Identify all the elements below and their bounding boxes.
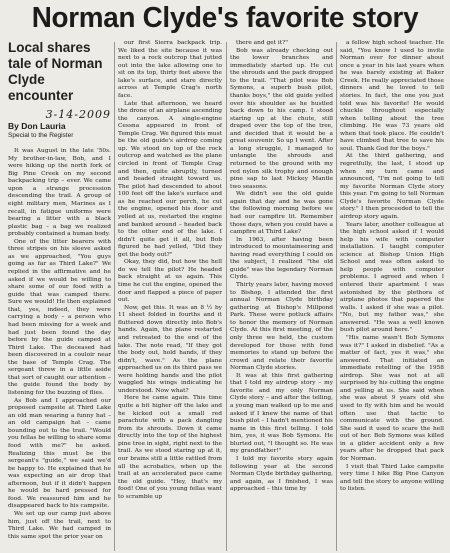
article-paragraph: It was August in the late '50s. My brother-in-law, Bob, and I were hiking up the north fork of Big Pine Creek on my second backpacking trip – ever. We came upon a strange procession descending the trail. A group of eight military men, Marines as I recall, in fatigue uniforms were bearing a litter with a black plastic bag – a bag we realized probably contained a human body. [8,148,111,238]
article-paragraph: Years later, another colleague at the high school asked if I would help his wife with computer installation. I taught computer science at Bishop Union High School and was often asked to help people with computer problems. I agreed and when I entered their apartment I was astonished by the plethora of airplane photos that papered the walls. I asked if she was a pilot. "No, but my father was," she answered. "He was a well known bush pilot around here." [340,221,444,334]
headline: Norman Clyde's favorite story [31,2,419,34]
subheadline: Local shares tale of Norman Clyde encounter [8,40,103,103]
article-paragraph: We didn't see the old guide again that day and he was gone the following morning before we had our campfire lit. Remember those days, when you could have a campfire at Third Lake? [230,191,333,236]
article-paragraph: our first Sierra backpack trip. We liked the site because it was next to a rock outcrop that jutted out into the lake allowing one to sit on its top, thirty feet above the lake's surface, and stare directly across at Temple Crag's north face. [118,40,222,99]
article-paragraph: One of the litter bearers with three stripes on his sleeve asked as we approached, "You guys going as far as Third Lake?" We replied in the affirmative and he asked if we would be willing to share some of our food with a guide that was camped there. Sure we would! He then explained that, yes, indeed, they were carrying a body – a person who had been missing for a week and had just been found the day before by the guide camped at Third Lake. The deceased had been discovered in a couloir near the base of Temple Crag. The sergeant threw in a little aside that sort of caught our attention – the guide found the body by listening for the buzzing of flies. [8,238,111,396]
article-paragraph: As Bob and I approached our proposed campsite at Third Lake an old man wearing a funny hat – an old campaign hat – came bounding out to the trail. "Would you fellas be willing to share some food with me?" he asked. Realizing this must be the sergeant's "guide," we said we'd be happy to. He explained that he was expecting an air drop that afternoon, but if it didn't happen he would be hard pressed for food. We reassured him and he disappeared back to his campsite. [8,397,111,510]
column-body [230,40,333,494]
article-column-3 [230,40,333,553]
article-column-1 [8,40,111,553]
column-rule [336,42,337,551]
article-paragraph: In 1963, after having been introduced to mountaineering and having read everything I could on the subject, I realized "the old guide" was the legendary Norman Clyde. [230,236,333,281]
article-paragraph: I visit that Third Lake campsite very time I hike Big Pine Canyon and tell the story to anyone willing to listen. [340,463,444,493]
article-paragraph: "His name wasn't Bob Symons was it?" I asked in disbelief. "As a matter of fact, yes it was," she answered. That initiated an immediate retelling of the 1958 airdrop. She was not at all surprised by his cutting the engine and yelling at us. She said when she was about 9 years old she used to fly with him and he would often use that tactic to communicate with the ground. She said it used to scare the hell out of her. Bob Symons was killed in a glider accident only a few years after he dropped that pack for Norman. [340,334,444,462]
article-paragraph: Now, get this. It was an 8 ½ by 11 sheet folded in fourths and it fluttered down directly into Bob's hands. Again, the plane restarted and retreated to the end of the lake. The note read, "If they got the body out, hold hands, if they didn't, wave." As the plane approached us on its third pass we were holding hands and the pilot waggled his wings indicating he understood. Now what? [118,304,222,394]
article-paragraph: there and get it?" [236,40,288,46]
article-column-2 [118,40,222,553]
article-paragraph: Thirty years later, having moved to Bishop, I attended the first annual Norman Clyde birthday gathering at Bishop's Millpond Park. These were potluck affairs to honor the memory of Norman Clyde. At this first meeting, of the only three we held, the custom developed for those with fond memories to stand up before the crowd and relate their favorite Norman Clyde stories. [230,282,333,372]
article-column-4 [340,40,444,553]
article-paragraph: Here he came again. This time quite a bit higher off the lake and he kicked out a small red parachute with a pack dangling from its shrouds. Down it came directly into the top of the highest pine tree in sight, right next to the trail. As we stood staring up at it, our brains still a little rattled from all the acrobatics, when up the trail at an accelerated pace came the old guide. "Hey, that's my food! One of you young fellas want to scramble up [118,395,222,500]
column-rule [114,42,115,551]
article-paragraph: It was at this first gathering that I told my airdrop story – my favorite and my only Norman Clyde story – and after the telling, a young man walked up to me and asked if I knew the name of that bush pilot – I hadn't mentioned his name in this first telling. I told him, yes, it was Bob Symons. He blurted out, "I thought so. He was my grandfather!" [230,372,333,455]
article-paragraph: Late that afternoon, we heard the drone of an airplane ascending the canyon. A single-engine Cessna appeared in front of Temple Crag. We figured this must be the old guide's airdrop coming up. We stood on top of the rock outcrop and watched as the plane circled in front of Temple Crag and then, quite abruptly, turned and headed straight toward us. The pilot had descended to about 100 feet off the lake's surface and as he reached our perch, he cut the engine, opened his door and yelled at us, restarted the engine and banked around – headed back to the other end of the lake. I didn't quite get it all, but Bob figured he had yelled, "Did they get the body out?" [118,100,222,258]
column-body [8,148,111,541]
article-paragraph: I told my favorite story again following year at the second Norman Clyde birthday gathering, and again, as I finished, I was approached – this time by [230,455,333,493]
article-paragraph: a fellow high school teacher. He said, "You know I used to invite Norman over for dinner about once a year in his last years when he was barely existing at Baker Creek. He really appreciated those dinners and he loved to tell stories. In fact, the one you just told was his favorite! He would chuckle throughout especially when telling about the tree climbing. He was 73 years old when that took place. He couldn't have climbed that tree to save his soul. Thank God for the boys." [340,40,444,152]
article-paragraph: At the third gathering, and regretfully, the last, I stood up when my turn came and announced, "I'm not going to tell my favorite Norman Clyde story this year. I'm going to tell Norman Clyde's favorite Norman Clyde story." I then proceeded to tell the airdrop story again. [340,153,444,220]
column-body [118,40,222,501]
article-paragraph: We set up our camp just above him, just off the trail, next to Third Lake. We had camped in this same spot the prior year on [8,511,111,540]
handwritten-date: 3-14-2009 [45,108,111,121]
column-rule [226,42,227,551]
article-paragraph: Okay, they did, but how the hell do we tell the pilot? He headed back straight at us again. This time he cut the engine, opened the door and flapped a piece of paper out. [118,259,222,304]
byline: By Don Lauria [8,121,66,131]
article-paragraph: Bob was already checking out the lower branches and immediately started up. He cut the shrouds and the pack dropped to the trail. "That pilot was Bob Symons, a superb bush pilot, thanks boys," the old guide yelled over his shoulder as he hustled back down to his camp. I stood staring up at the chute, still draped over the top of the tree, and decided that it would be a great souvenir. So up I went. After a long struggle, I managed to untangle the shrouds and returned to the ground with my red nylon silk trophy and enough pine sap to last Mickey Mantle two seasons. [230,47,333,190]
column-body [340,40,444,494]
byline-role: Special to the Register [8,132,74,139]
